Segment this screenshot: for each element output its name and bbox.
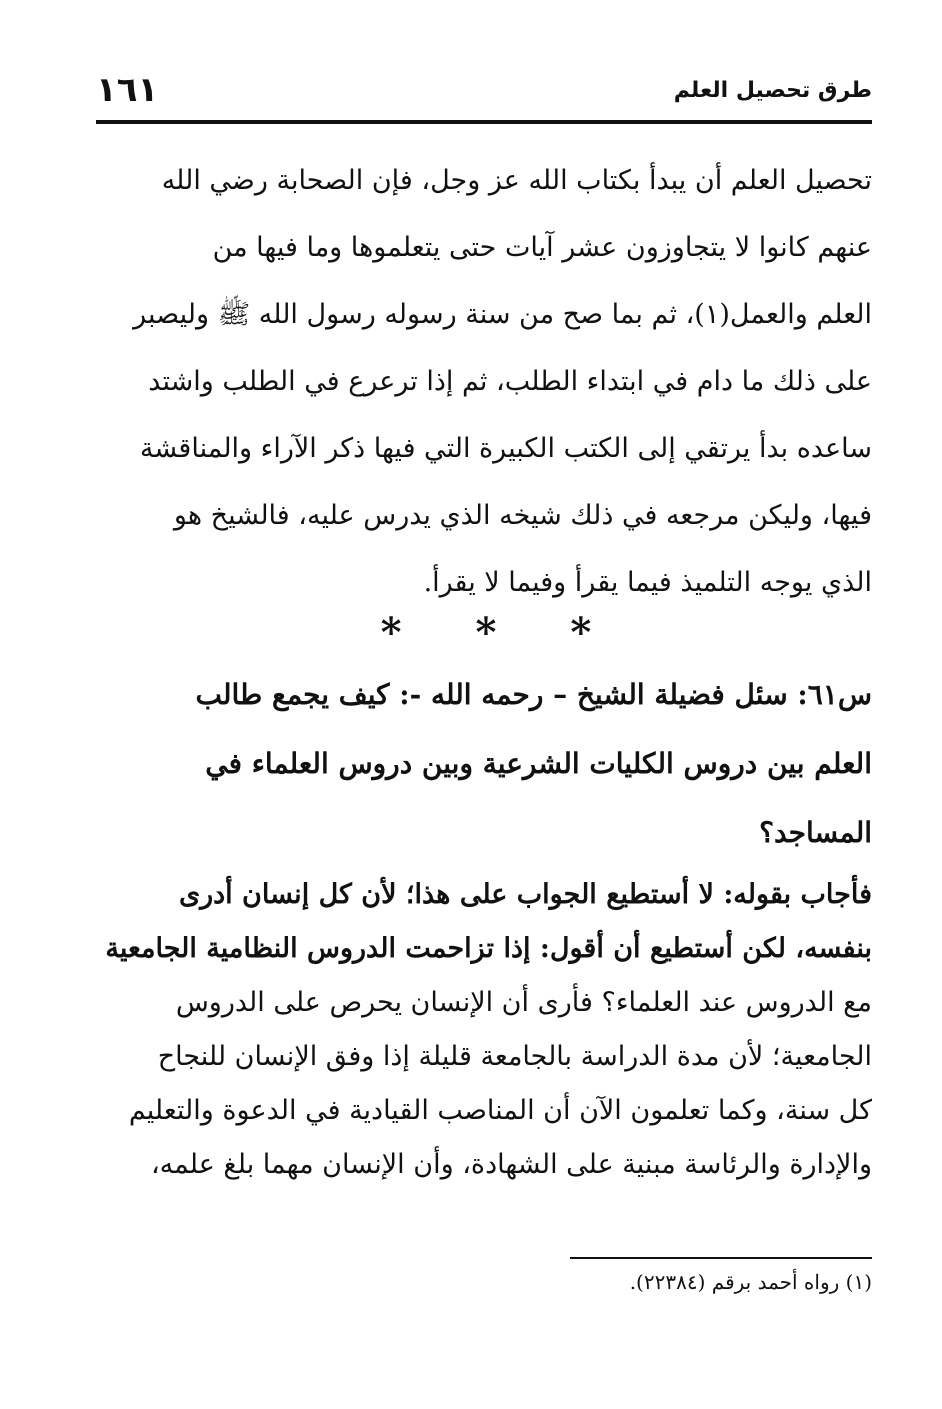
question-block xyxy=(100,660,872,867)
body-line: الذي يوجه التلميذ فيما يقرأ وفيما لا يقرأ. xyxy=(423,567,872,598)
footnote-rule xyxy=(570,1257,872,1259)
book-title: طرق تحصيل العلم xyxy=(673,78,872,103)
body-line: عنهم كانوا لا يتجاوزون عشر آيات حتى يتعلموها وما فيها من xyxy=(212,232,872,263)
answer-block xyxy=(100,868,872,1192)
question-line: س٦١: سئل فضيلة الشيخ – رحمه الله -: كيف يجمع طالب xyxy=(195,678,872,711)
page-number: ١٦١ xyxy=(96,70,159,110)
body-line: فيها، وليكن مرجعه في ذلك شيخه الذي يدرس عليه، فالشيخ هو xyxy=(173,500,872,531)
header-rule xyxy=(96,120,872,124)
answer-line: بنفسه، لكن أستطيع أن أقول: إذا تزاحمت الدروس النظامية الجامعية xyxy=(105,933,872,964)
body-line: العلم والعمل(١)، ثم بما صح من سنة رسوله رسول الله ﷺ وليصبر xyxy=(133,299,872,330)
separator-star: * xyxy=(570,609,592,656)
separator-star: * xyxy=(380,609,402,656)
footnote: (١) رواه أحمد برقم (٢٢٣٨٤). xyxy=(629,1270,872,1294)
body-text xyxy=(100,147,872,616)
answer-line: والإدارة والرئاسة مبنية على الشهادة، وأن الإنسان مهما بلغ علمه، xyxy=(150,1149,872,1180)
page-header xyxy=(96,70,872,118)
answer-line: فأجاب بقوله: لا أستطيع الجواب على هذا؛ لأن كل إنسان أدرى xyxy=(178,879,872,910)
body-line: على ذلك ما دام في ابتداء الطلب، ثم إذا ترعرع في الطلب واشتد xyxy=(148,366,872,397)
answer-line: كل سنة، وكما تعلمون الآن أن المناصب القيادية في الدعوة والتعليم xyxy=(128,1095,872,1126)
answer-line: الجامعية؛ لأن مدة الدراسة بالجامعة قليلة إذا وفق الإنسان للنجاح xyxy=(157,1041,872,1072)
answer-line: مع الدروس عند العلماء؟ فأرى أن الإنسان يحرص على الدروس xyxy=(175,987,872,1018)
body-line: تحصيل العلم أن يبدأ بكتاب الله عز وجل، فإن الصحابة رضي الله xyxy=(161,165,872,196)
section-separator xyxy=(100,603,872,663)
separator-star: * xyxy=(475,609,497,656)
question-line: المساجد؟ xyxy=(759,816,872,849)
question-line: العلم بين دروس الكليات الشرعية وبين دروس العلماء في xyxy=(205,747,872,780)
body-line: ساعده بدأ يرتقي إلى الكتب الكبيرة التي فيها ذكر الآراء والمناقشة xyxy=(139,433,872,464)
